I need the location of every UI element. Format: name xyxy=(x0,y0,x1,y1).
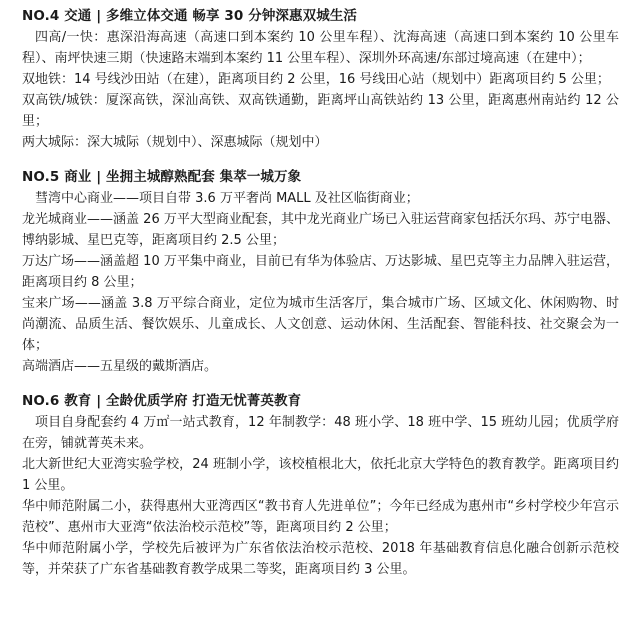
section-heading: NO.4 交通 | 多维立体交通 畅享 30 分钟深惠双城生活 xyxy=(22,8,358,24)
section-commerce xyxy=(22,167,619,377)
paragraph: 高端酒店——五星级的戴斯酒店。 xyxy=(22,359,218,374)
paragraph: 万达广场——涵盖超 10 万平集中商业，目前已有华为体验店、万达影城、星巴克等主力品牌入驻运营，距离项目约 8 公里； xyxy=(22,254,619,290)
paragraph: 双高铁/城铁：厦深高铁，深汕高铁、双高铁通勤，距离坪山高铁站约 13 公里，距离惠州南站约 12 公里； xyxy=(22,93,619,129)
paragraph: 彗湾中心商业——项目自带 3.6 万平奢尚 MALL 及社区临街商业； xyxy=(35,191,419,206)
paragraph: 龙光城商业——涵盖 26 万平大型商业配套，其中龙光商业广场已入驻运营商家包括沃尔玛、苏宁电器、博纳影城、星巴克等，距离项目约 2.5 公里； xyxy=(22,212,619,248)
paragraph: 项目自身配套约 4 万㎡一站式教育，12 年制教学：48 班小学、18 班中学、15 班幼儿园；优质学府在旁，铺就菁英未来。 xyxy=(22,415,619,451)
paragraph: 华中师范附属小学，学校先后被评为广东省依法治校示范校、2018 年基础教育信息化融合创新示范校等，并荣获了广东省基础教育教学成果二等奖，距离项目约 3 公里。 xyxy=(22,541,619,577)
paragraph: 四高/一快：惠深沿海高速（高速口到本案约 10 公里车程）、沈海高速（高速口到本案约 10 公里车程）、南坪快速三期（快速路末端到本案约 11 公里车程）、深圳外环高速/东部过境高速（在建中）； xyxy=(22,30,619,66)
paragraph: 北大新世纪大亚湾实验学校，24 班制小学，该校植根北大，依托北京大学特色的教育教学。距离项目约 1 公里。 xyxy=(22,457,619,493)
paragraph: 宝来广场——涵盖 3.8 万平综合商业，定位为城市生活客厅，集合城市广场、区域文化、休闲购物、时尚潮流、品质生活、餐饮娱乐、儿童成长、人文创意、运动休闲、生活配套、智能科技、社交聚会为一体； xyxy=(22,296,619,353)
paragraph: 华中师范附属二小，获得惠州大亚湾西区“教书育人先进单位”；今年已经成为惠州市“乡村学校少年宫示范校”、惠州市大亚湾“依法治校示范校”等，距离项目约 2 公里； xyxy=(22,499,619,535)
section-heading: NO.5 商业 | 坐拥主城醇熟配套 集萃一城万象 xyxy=(22,169,302,185)
section-heading: NO.6 教育 | 全龄优质学府 打造无忧菁英教育 xyxy=(22,393,302,409)
section-education xyxy=(22,391,619,580)
paragraph: 双地铁：14 号线沙田站（在建），距离项目约 2 公里，16 号线田心站（规划中）距离项目约 5 公里； xyxy=(22,72,610,87)
section-transport xyxy=(22,6,619,153)
paragraph: 两大城际：深大城际（规划中）、深惠城际（规划中） xyxy=(22,135,328,150)
